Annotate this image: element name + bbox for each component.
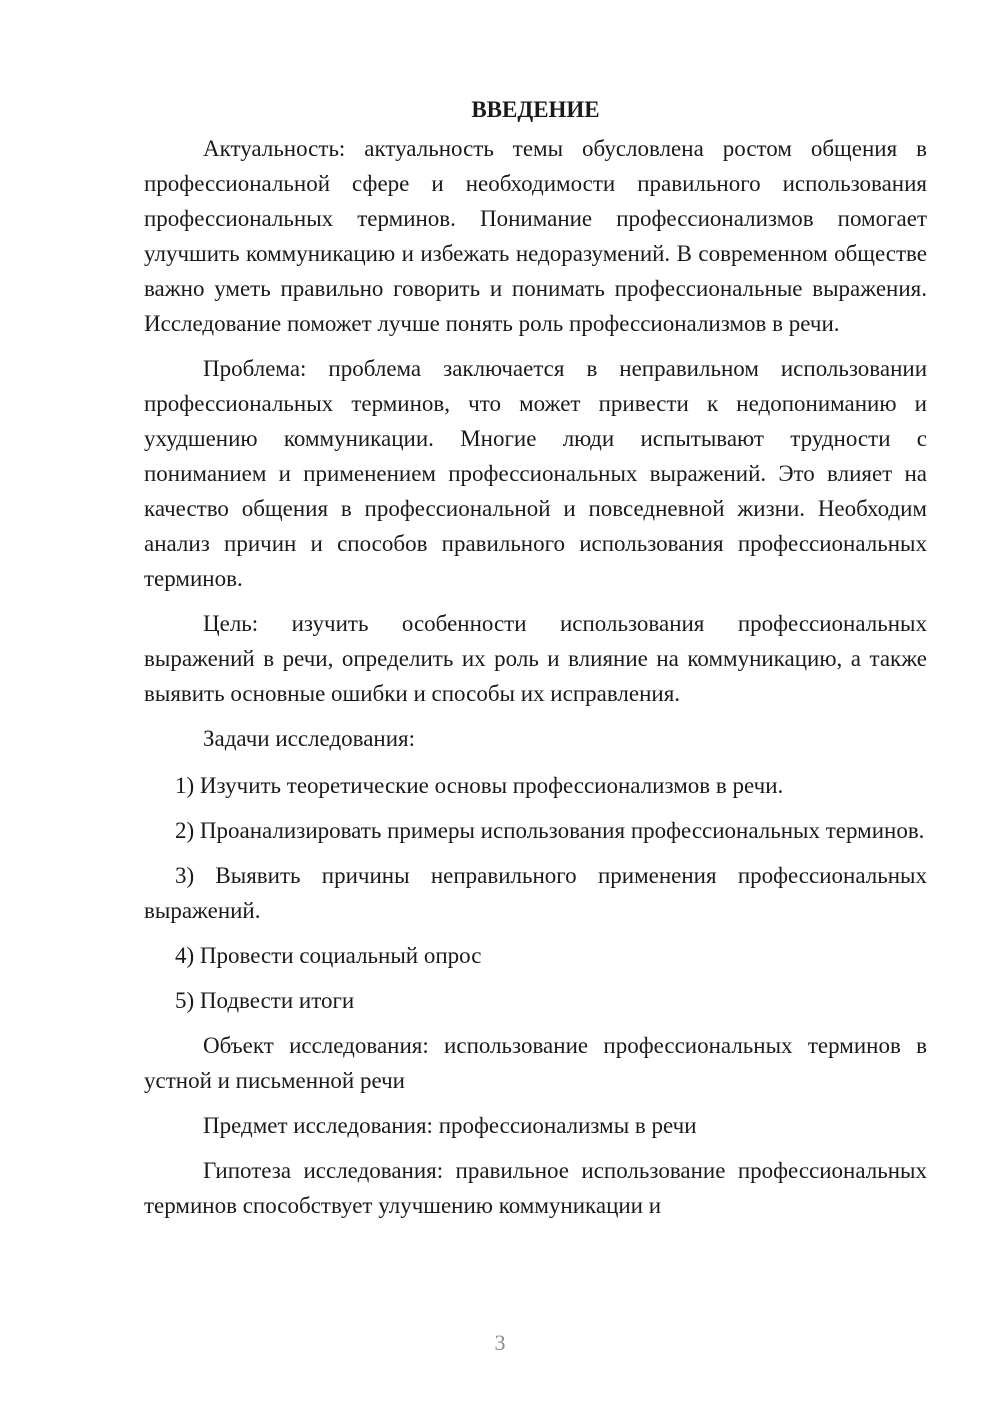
- task-item-4: 4) Провести социальный опрос: [175, 943, 482, 968]
- tasks-heading: Задачи исследования:: [203, 726, 416, 751]
- hypothesis-paragraph: Гипотеза исследования: правильное использование профессиональных терминов способствует улучшению коммуникации и: [144, 1158, 927, 1218]
- task-item-1: 1) Изучить теоретические основы профессионализмов в речи.: [175, 773, 784, 798]
- goal-paragraph: Цель: изучить особенности использования профессиональных выражений в речи, определить их роль и влияние на коммуникацию, а также выявить основные ошибки и способы их исправления.: [144, 611, 927, 706]
- problem-paragraph: Проблема: проблема заключается в неправильном использовании профессиональных терминов, что может привести к недопониманию и ухудшению коммуникации. Многие люди испытывают трудности с пониманием и применением профессиональных выражений. Это влияет на качество общения в профессиональной и повседневной жизни. Необходим анализ причин и способов правильного использования профессиональных терминов.: [144, 356, 927, 591]
- page-content: [144, 92, 927, 1233]
- subject-paragraph: Предмет исследования: профессионализмы в речи: [203, 1113, 697, 1138]
- relevance-paragraph: Актуальность: актуальность темы обусловлена ростом общения в профессиональной сфере и необходимости правильного использования профессиональных терминов. Понимание профессионализмов помогает улучшить коммуникацию и избежать недоразумений. В современном обществе важно уметь правильно говорить и понимать профессиональные выражения. Исследование поможет лучше понять роль профессионализмов в речи.: [144, 136, 927, 336]
- task-item-2: 2) Проанализировать примеры использования профессиональных терминов.: [175, 818, 925, 843]
- object-paragraph: Объект исследования: использование профессиональных терминов в устной и письменной речи: [144, 1033, 927, 1093]
- section-title: ВВЕДЕНИЕ: [471, 97, 600, 122]
- task-item-5: 5) Подвести итоги: [175, 988, 355, 1013]
- task-item-3: 3) Выявить причины неправильного применения профессиональных выражений.: [144, 863, 927, 923]
- page-number: 3: [494, 1330, 506, 1355]
